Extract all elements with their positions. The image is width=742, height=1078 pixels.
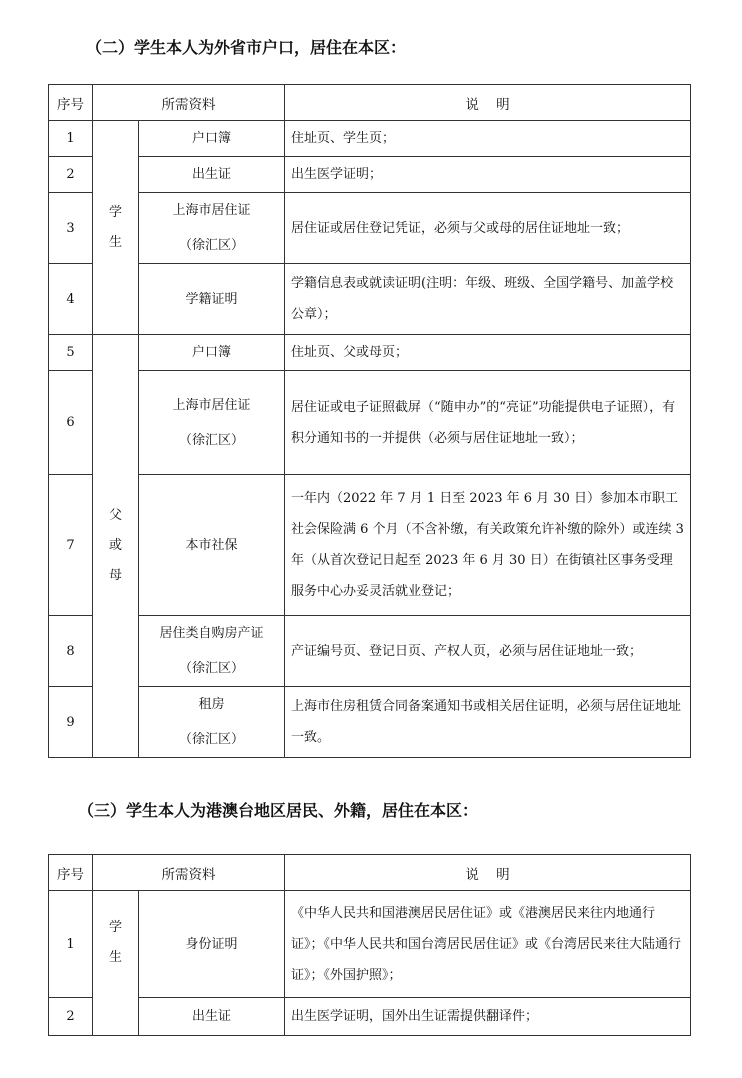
- item-name: 租房 （徐汇区）: [139, 687, 285, 758]
- table-row: [49, 264, 691, 335]
- item-description: [285, 335, 691, 371]
- table-header-row: [49, 855, 691, 891]
- item-description: [285, 264, 691, 335]
- table-row: [49, 616, 691, 687]
- description-text: 居住证或电子证照截屏（“随申办”的“亮证”功能提供电子证照），有积分通知书的一并提供（必须与居住证地址一致）；: [291, 399, 676, 446]
- section-2-heading: （二）学生本人为外省市户口，居住在本区：: [86, 38, 407, 57]
- row-number: 5: [49, 335, 93, 371]
- item-name: 户口簿: [139, 121, 285, 157]
- item-description: [285, 121, 691, 157]
- description-text: 学籍信息表或就读证明(注明：年级、班级、全国学籍号、加盖学校公章）；: [291, 276, 674, 322]
- item-description: [285, 193, 691, 264]
- row-number: 3: [49, 193, 93, 264]
- row-number: 8: [49, 616, 93, 687]
- item-description: [285, 157, 691, 193]
- table-row: [49, 157, 691, 193]
- table-row: [49, 891, 691, 998]
- table-row: [49, 371, 691, 475]
- row-number: 7: [49, 475, 93, 616]
- item-description: [285, 891, 691, 998]
- row-number: 4: [49, 264, 93, 335]
- item-name: 户口簿: [139, 335, 285, 371]
- header-materials: 所需资料: [93, 85, 285, 121]
- header-no: 序号: [49, 85, 93, 121]
- description-text: 住址页、学生页；: [291, 131, 396, 146]
- item-description: [285, 616, 691, 687]
- row-number: 1: [49, 891, 93, 998]
- section-3-heading: （三）学生本人为港澳台地区居民、外籍，居住在本区：: [78, 801, 479, 820]
- item-description: [285, 371, 691, 475]
- requirements-table-section-2: [48, 84, 691, 758]
- header-no: 序号: [49, 855, 93, 891]
- group-student: 学 生: [93, 121, 139, 335]
- item-name: 出生证: [139, 998, 285, 1036]
- description-text: 上海市住房租赁合同备案通知书或相关居住证明，必须与居住证地址一致。: [291, 699, 682, 745]
- row-number: 9: [49, 687, 93, 758]
- item-name: 出生证: [139, 157, 285, 193]
- table-row: [49, 121, 691, 157]
- row-number: 6: [49, 371, 93, 475]
- header-description-text: 说 明: [465, 96, 510, 113]
- description-text: 出生医学证明，国外出生证需提供翻译件；: [291, 1009, 539, 1024]
- item-description: [285, 475, 691, 616]
- description-text: 产证编号页、登记日页、产权人页，必须与居住证地址一致；: [291, 643, 643, 659]
- header-description-text: 说 明: [465, 866, 510, 883]
- item-name: 学籍证明: [139, 264, 285, 335]
- description-text: 出生医学证明；: [291, 167, 383, 182]
- table-header-row: [49, 85, 691, 121]
- item-name: 居住类自购房产证 （徐汇区）: [139, 616, 285, 687]
- header-materials: 所需资料: [93, 855, 285, 891]
- row-number: 2: [49, 157, 93, 193]
- table-row: [49, 335, 691, 371]
- table-row: [49, 687, 691, 758]
- table-row: [49, 193, 691, 264]
- requirements-table-section-3: [48, 854, 691, 1036]
- header-description: [285, 85, 691, 121]
- row-number: 1: [49, 121, 93, 157]
- header-description: [285, 855, 691, 891]
- item-name: 上海市居住证 （徐汇区）: [139, 371, 285, 475]
- description-text: 居住证或居住登记凭证，必须与父或母的居住证地址一致；: [291, 220, 630, 236]
- group-parent: 父 或 母: [93, 335, 139, 758]
- description-text: 一年内（2022 年 7 月 1 日至 2023 年 6 月 30 日）参加本市职工社会保险满 6 个月（不含补缴，有关政策允许补缴的除外）或连续 3 年（从首次登记日起至 2023 年 6 月 30 日）在街镇社区事务受理服务中心办妥灵活就业登记；: [291, 491, 684, 599]
- description-text: 《中华人民共和国港澳居民居住证》或《港澳居民来往内地通行证》；《中华人民共和国台湾居民居住证》或《台湾居民来往大陆通行证》；《外国护照》；: [291, 905, 682, 983]
- item-description: [285, 687, 691, 758]
- item-name: 本市社保: [139, 475, 285, 616]
- item-description: [285, 998, 691, 1036]
- group-student: 学 生: [93, 891, 139, 1036]
- row-number: 2: [49, 998, 93, 1036]
- table-row: [49, 475, 691, 616]
- item-name: 身份证明: [139, 891, 285, 998]
- description-text: 住址页、父或母页；: [291, 345, 409, 360]
- item-name: 上海市居住证 （徐汇区）: [139, 193, 285, 264]
- table-row: [49, 998, 691, 1036]
